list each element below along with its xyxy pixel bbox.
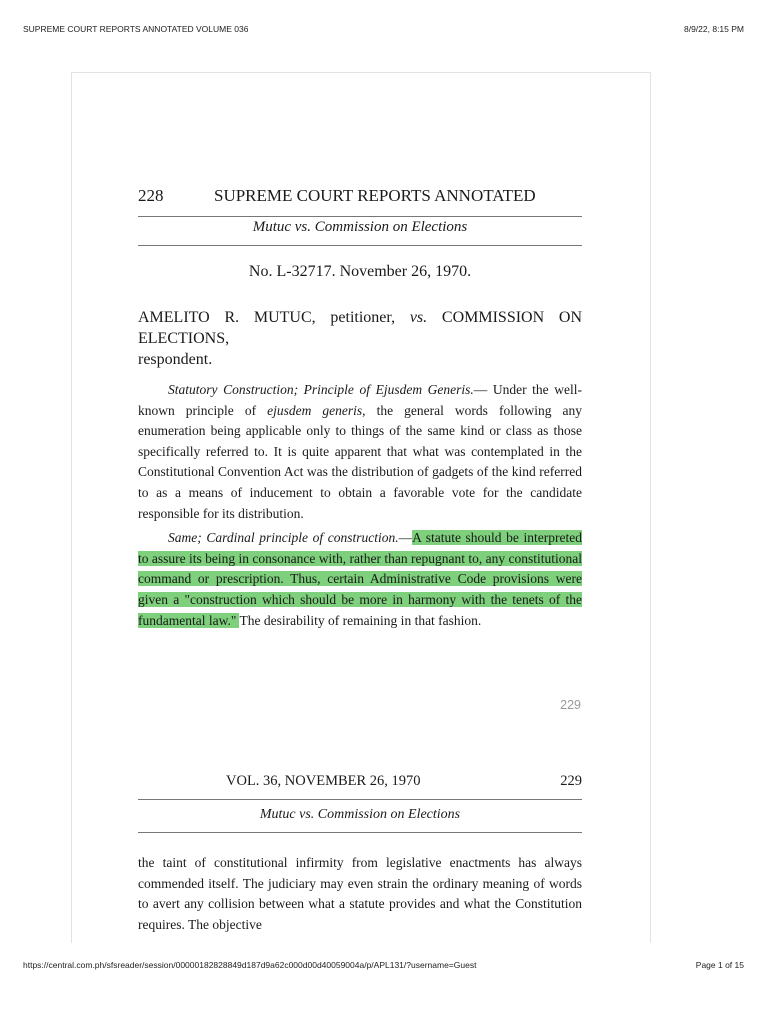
highlighted-text[interactable]: A statute should be interpreted to assure its being in consonance with, rather than repugnant to, any constitutional command or prescription. Thus, certain Administrative Code provisions were given a "construction which should be more in harmony with the tenets of the fundamental law."	[138, 530, 582, 628]
print-footer-url: https://central.com.ph/sfsreader/session/00000182828849d187d9a62c000d00d40059004a/p/APL131/?username=Guest	[23, 960, 477, 970]
syllabus-paragraph: Same; Cardinal principle of construction.—A statute should be interpreted to assure its being in consonance with, rather than repugnant to, any constitutional command or prescription. Thus, certain Administrative Code provisions were given a "construction which should be more in harmony with the tenets of the fundamental law." The desirability of remaining in that fashion.	[138, 530, 582, 628]
respondent-role: respondent.	[138, 351, 213, 368]
syllabus	[138, 380, 582, 631]
print-header-title: SUPREME COURT REPORTS ANNOTATED VOLUME 036	[23, 24, 249, 34]
latin-term: ejusdem generis,	[267, 402, 366, 418]
syllabus-heading: Same; Cardinal principle of construction.	[168, 530, 399, 546]
syllabus-paragraph: Statutory Construction; Principle of Ejusdem Generis.— Under the well-known principle of ejusdem generis, the general words following any enumeration being applicable only to things of the same kind or class as those specifically referred to. It is quite apparent that what was contemplated in the Constitutional Convention Act was the distribution of gadgets of the kind referred to as a means of inducement to obtain a favorable vote for the candidate responsible for its distribution.	[138, 382, 583, 521]
header-rule	[138, 245, 582, 246]
body-text	[138, 853, 582, 935]
print-footer-page: Page 1 of 15	[695, 960, 744, 970]
case-title: Mutuc vs. Commission on Elections	[259, 807, 461, 822]
petitioner-role: petitioner,	[330, 309, 396, 326]
page-number: 228	[138, 186, 164, 205]
case-title: Mutuc vs. Commission on Elections	[252, 219, 468, 235]
page-number: 229	[560, 773, 582, 789]
case-parties	[138, 307, 582, 370]
versus-label: vs.	[409, 309, 428, 326]
syllabus-heading: Statutory Construction; Principle of Ejusdem Generis.	[168, 382, 474, 397]
running-title: VOL. 36, NOVEMBER 26, 1970	[226, 773, 421, 789]
petitioner-name: AMELITO R. MUTUC,	[138, 309, 316, 326]
respondent-name: COMMISSION ON ELECTIONS,	[138, 309, 583, 347]
header-rule	[138, 832, 582, 833]
print-header-datetime: 8/9/22, 8:15 PM	[683, 24, 744, 34]
header-rule	[138, 799, 582, 800]
body-paragraph: the taint of constitutional infirmity from legislative enactments has always commended itself. The judiciary may even strain the ordinary meaning of words to avert any collision between what a statute provides and what the Constitution requires. The objective	[138, 855, 582, 932]
page-marker: 229	[560, 698, 581, 712]
case-number: No. L-32717. November 26, 1970.	[248, 263, 472, 280]
running-title: SUPREME COURT REPORTS ANNOTATED	[214, 186, 536, 205]
